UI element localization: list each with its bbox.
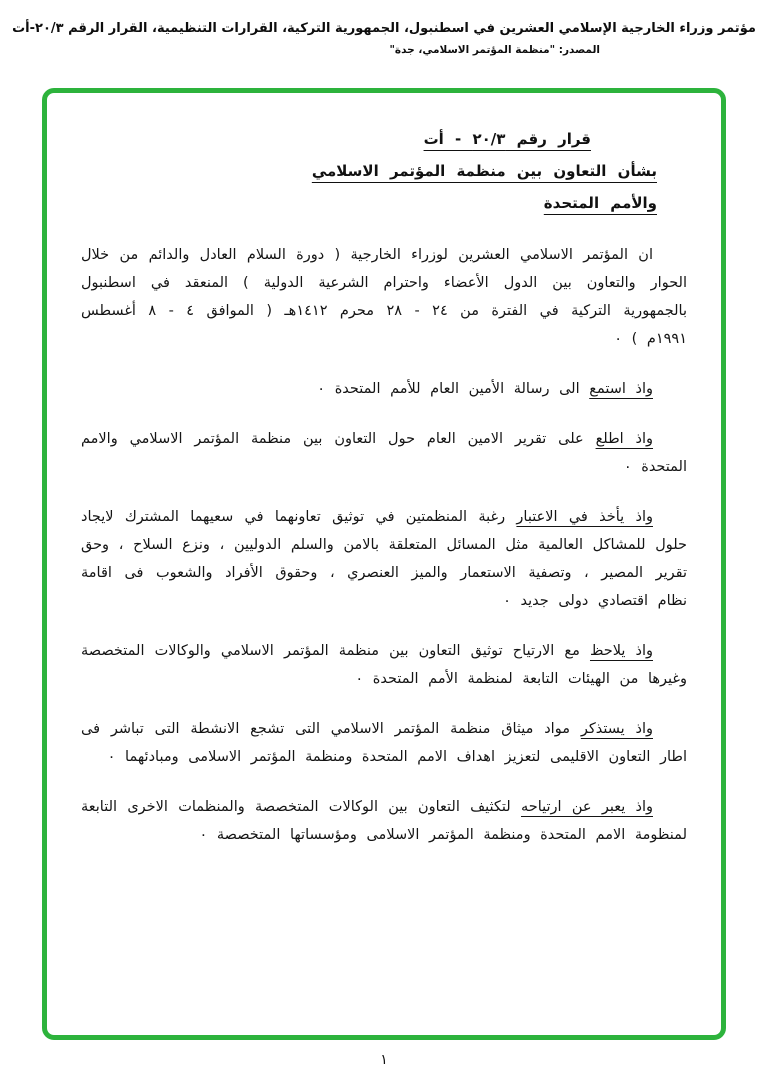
paragraph-preamble bbox=[81, 241, 687, 353]
resolution-number-title: قرار رقم ٢٠/٣ - أت bbox=[423, 130, 591, 148]
paragraph-expressing-satisfaction bbox=[81, 793, 687, 849]
paragraph-lead: واذ يلاحظ bbox=[589, 643, 653, 659]
paragraph-text: الى رسالة الأمين العام للأمم المتحدة ٠ bbox=[317, 381, 590, 397]
document-source-line: المصدر: "منظمة المؤتمر الاسلامي، جدة" bbox=[389, 44, 600, 56]
paragraph-recalling-charter bbox=[81, 715, 687, 771]
paragraph-taking-into-consideration bbox=[81, 503, 687, 615]
paragraph-lead: واذ يعبر عن ارتياحه bbox=[520, 799, 653, 815]
document-header-line: مؤتمر وزراء الخارجية الإسلامي العشرين في اسطنبول، الجمهورية التركية، القرارات التنظيمية، القرار الرقم ٢٠/٣-أت bbox=[12, 21, 756, 36]
resolution-subject-title-line-1: بشأن التعاون بين منظمة المؤتمر الاسلامي bbox=[311, 162, 657, 180]
paragraph-lead: واذ يستذكر bbox=[580, 721, 653, 737]
paragraph-lead: واذ اطلع bbox=[595, 431, 654, 447]
paragraph-lead: واذ استمع bbox=[589, 381, 653, 397]
page-number: ١ bbox=[380, 1052, 388, 1068]
paragraph-lead: واذ يأخذ في الاعتبار bbox=[516, 509, 653, 525]
paragraph-text: رغبة المنظمتين في توثيق تعاونهما في سعيهما المشترك لايجاد حلول للمشاكل العالمية مثل المسائل المتعلقة بالامن والسلم الدوليين ، ونزع السلاح ، وحق تقرير المصير ، وتصفية الاستعمار والميز العنصري ، وحقوق الأفراد والشعوب فى اقامة نظام اقتصادي دولى جديد ٠ bbox=[81, 509, 687, 609]
paragraph-noting-with-satisfaction bbox=[81, 637, 687, 693]
paragraph-having-reviewed bbox=[81, 425, 687, 481]
resolution-subject-title-line-2: والأمم المتحدة bbox=[543, 194, 657, 212]
paragraph-text: لتكثيف التعاون بين الوكالات المتخصصة والمنظمات الاخرى التابعة لمنظومة الامم المتحدة ومنظمة المؤتمر الاسلامى ومؤسساتها المتخصصة ٠ bbox=[81, 799, 687, 843]
paragraph-having-heard bbox=[81, 375, 687, 403]
paragraph-text: مع الارتياح توثيق التعاون بين منظمة المؤتمر الاسلامي والوكالات المتخصصة وغيرها من الهيئات التابعة لمنظمة الأمم المتحدة ٠ bbox=[81, 643, 687, 687]
resolution-title-block bbox=[81, 123, 687, 219]
green-border-frame bbox=[42, 88, 726, 1040]
paragraph-text: على تقرير الامين العام حول التعاون بين منظمة المؤتمر الاسلامي والامم المتحدة ٠ bbox=[81, 431, 687, 475]
paragraph-text: مواد ميثاق منظمة المؤتمر الاسلامي التى تشجع الانشطة التى تباشر فى اطار التعاون الاقليمى لتعزيز اهداف الامم المتحدة ومنظمة المؤتمر الاسلامى ومبادئهما ٠ bbox=[81, 721, 687, 765]
paragraph-text: ان المؤتمر الاسلامي العشرين لوزراء الخارجية ( دورة السلام العادل والدائم من خلال الحوار والتعاون بين الدول الأعضاء واحترام الشرعية الدولية ) المنعقد في اسطنبول بالجمهورية التركية في الفترة من ٢٤ - ٢٨ محرم ١٤١٢هـ ( الموافق ٤ - ٨ أغسطس ١٩٩١م ) ٠ bbox=[81, 247, 687, 347]
